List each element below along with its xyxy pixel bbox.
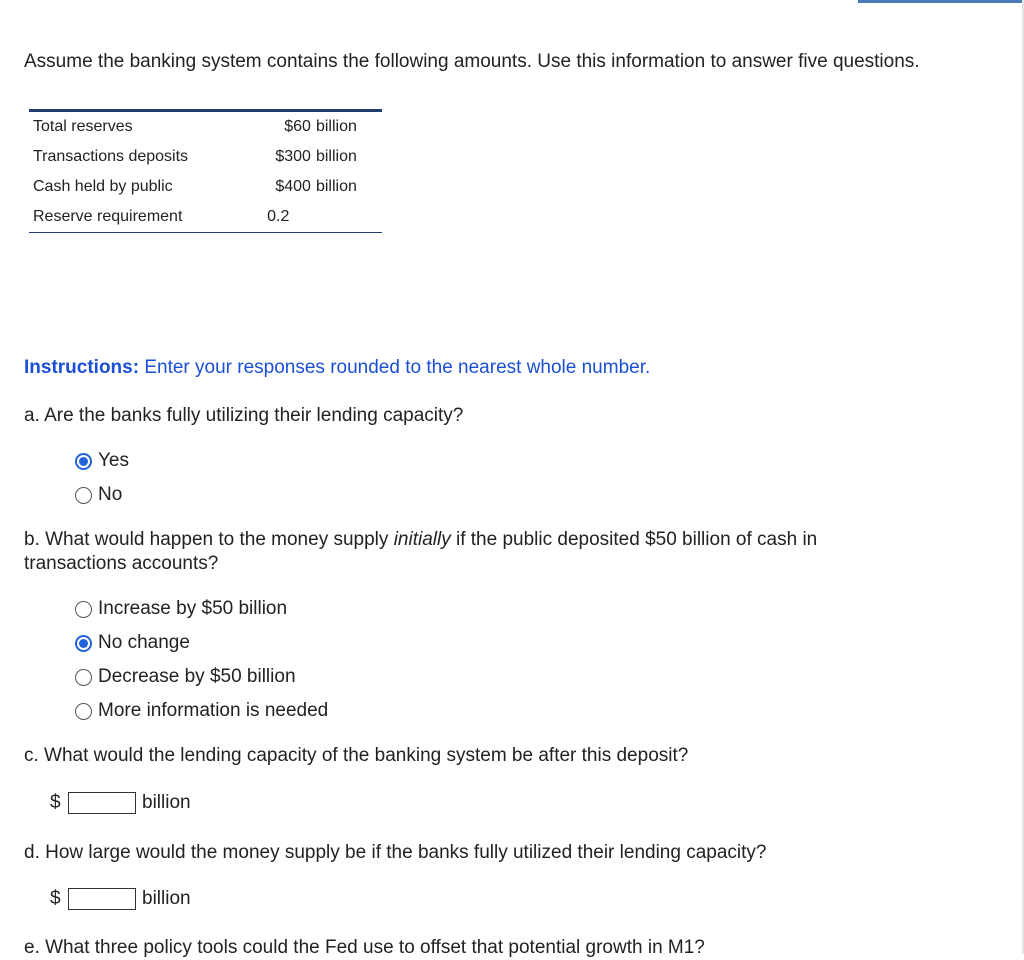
option-label: Increase by $50 billion [98,598,288,619]
radio-icon[interactable] [75,669,92,686]
row-value: $300 [275,148,311,165]
radio-icon[interactable] [75,601,92,618]
question-a-option-yes[interactable] [75,449,129,473]
option-label: No [98,484,123,505]
intro-text: Assume the banking system contains the following amounts. Use this information to answer five questions. [24,51,920,72]
question-a-option-no[interactable] [75,483,122,507]
row-label: Transactions deposits [33,148,189,165]
question-d-text: d. How large would the money supply be if the banks fully utilized their lending capacity? [24,842,767,863]
instructions [24,357,650,379]
question-c-answer [50,791,191,815]
option-label: Yes [98,450,129,471]
table-row [29,172,382,202]
question-c-text: c. What would the lending capacity of the banking system be after this deposit? [24,745,689,766]
row-label: Reserve requirement [33,208,183,225]
amounts-table [29,109,382,233]
question-d-answer [50,887,191,911]
radio-selected-icon[interactable] [75,635,92,652]
question-b-option-increase[interactable] [75,597,287,621]
table-row [29,202,382,233]
row-unit: billion [315,148,357,165]
table-row [29,111,382,143]
question-b-option-decrease[interactable] [75,665,296,689]
lending-capacity-input[interactable] [68,792,136,814]
question-a-text: a. Are the banks fully utilizing their lending capacity? [24,405,464,426]
instructions-label: Instructions: [24,357,140,378]
radio-icon[interactable] [75,703,92,720]
question-b-emphasis: initially [393,529,451,550]
row-unit [316,202,382,233]
row-label: Cash held by public [33,178,173,195]
table-row [29,142,382,172]
unit-label: billion [142,792,191,813]
question-b-option-more-info[interactable] [75,699,328,723]
question-b-option-no-change[interactable] [75,631,190,655]
top-accent-bar [858,0,1024,3]
option-label: Decrease by $50 billion [98,666,296,687]
question-b-text-start: b. What would happen to the money supply [24,529,394,550]
money-supply-input[interactable] [68,888,136,910]
question-b-text [24,528,924,576]
row-value: $60 [284,118,311,135]
option-label: More information is needed [98,700,329,721]
question-e-text: e. What three policy tools could the Fed use to offset that potential growth in M1? [24,937,705,958]
unit-label: billion [142,888,191,909]
radio-icon[interactable] [75,487,92,504]
question-b-text-end: if the public deposited $50 billion of cash in transactions accounts? [24,529,818,574]
currency-symbol: $ [50,792,61,813]
row-label: Total reserves [33,118,133,135]
row-unit: billion [315,118,357,135]
radio-selected-icon[interactable] [75,453,92,470]
option-label: No change [98,632,190,653]
row-value: 0.2 [267,208,290,225]
row-value: $400 [275,178,311,195]
row-unit: billion [315,178,357,195]
currency-symbol: $ [50,888,61,909]
instructions-text: Enter your responses rounded to the nearest whole number. [139,357,651,378]
